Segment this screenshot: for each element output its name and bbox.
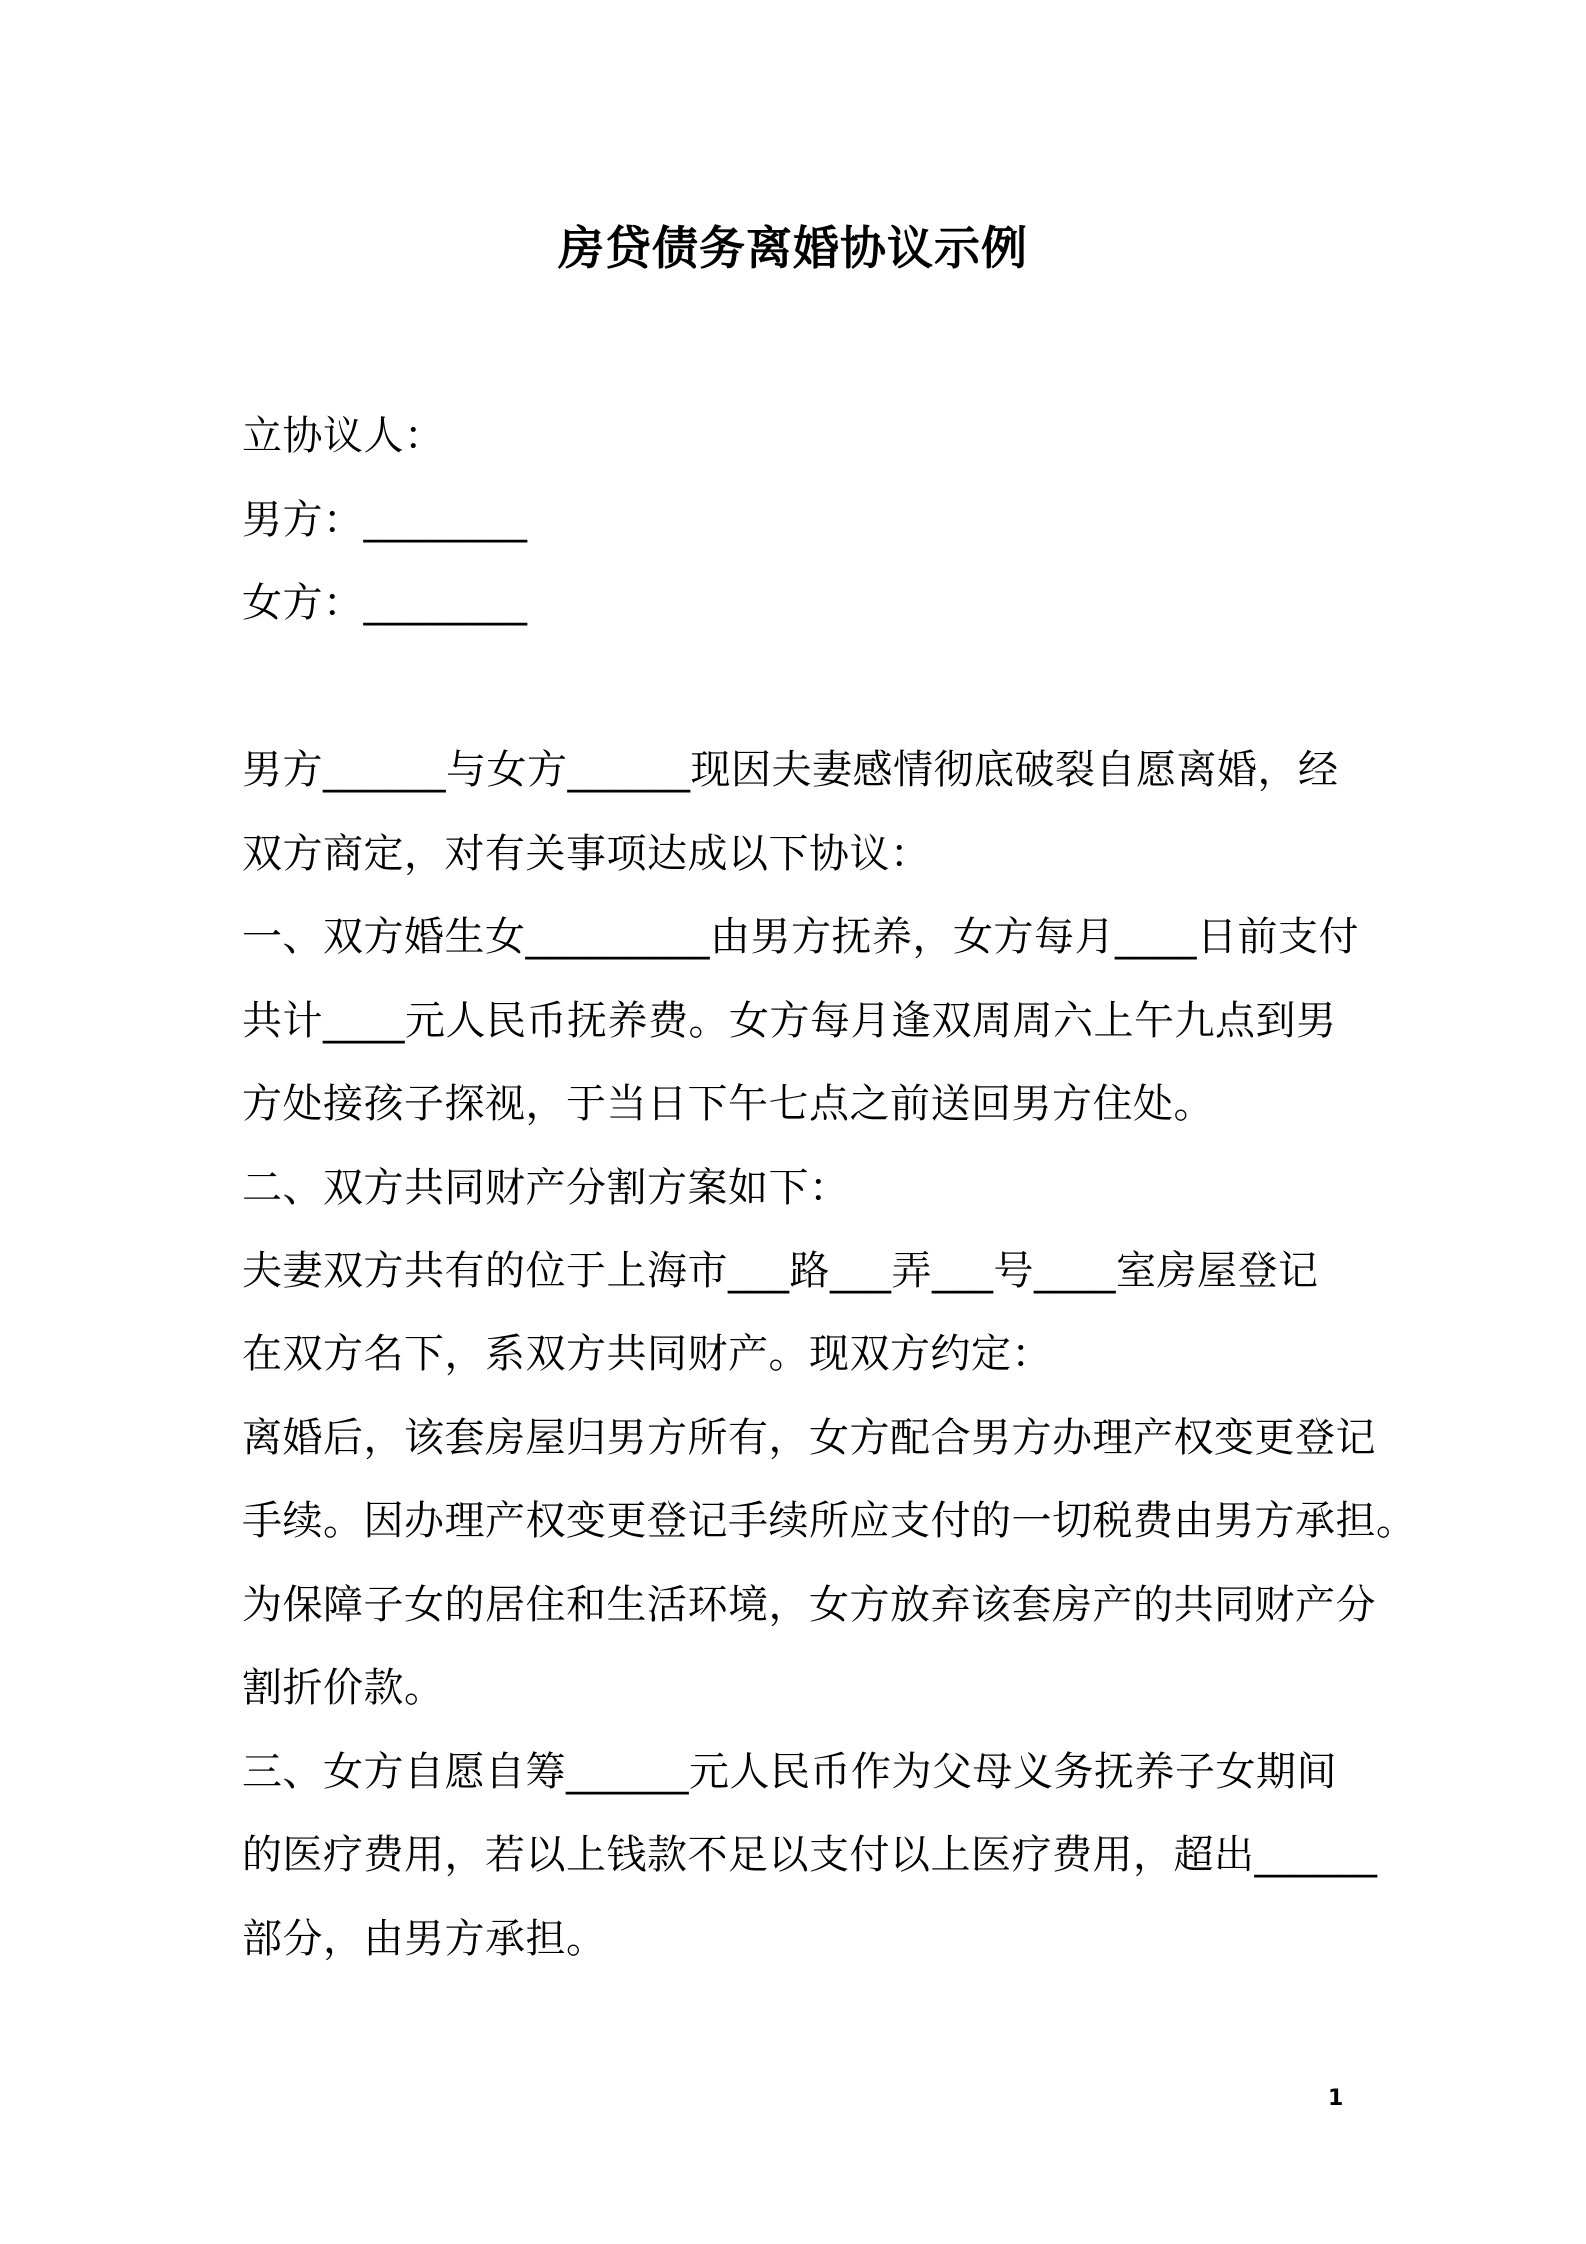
- paragraph-line: 在双方名下，系双方共同财产。现双方约定：: [242, 1331, 1052, 1377]
- male-party-line: 男方：________: [242, 497, 528, 543]
- female-party-line: 女方：________: [242, 580, 528, 626]
- paragraph-line: 手续。因办理产权变更登记手续所应支付的一切税费由男方承担。: [242, 1498, 1417, 1544]
- paragraph-line: 离婚后，该套房屋归男方所有，女方配合男方办理产权变更登记: [242, 1415, 1376, 1461]
- paragraph-line: 的医疗费用，若以上钱款不足以支付以上医疗费用，超出______: [242, 1832, 1378, 1878]
- page-number: 1: [1328, 2086, 1344, 2111]
- paragraph-line: 三、女方自愿自筹______元人民币作为父母义务抚养子女期间: [242, 1749, 1337, 1795]
- document-title: 房贷债务离婚协议示例: [558, 221, 1028, 275]
- paragraph-line: 双方商定，对有关事项达成以下协议：: [242, 831, 931, 877]
- paragraph-line: 男方______与女方______现因夫妻感情彻底破裂自愿离婚，经: [242, 747, 1339, 793]
- paragraph-line: 共计____元人民币抚养费。女方每月逢双周周六上午九点到男: [242, 998, 1337, 1044]
- signatories-heading: 立协议人：: [242, 413, 445, 459]
- paragraph-line: 一、双方婚生女_________由男方抚养，女方每月____日前支付: [242, 914, 1359, 960]
- paragraph-line: 夫妻双方共有的位于上海市___路___弄___号____室房屋登记: [242, 1248, 1319, 1294]
- paragraph-line: 方处接孩子探视，于当日下午七点之前送回男方住处。: [242, 1081, 1214, 1127]
- paragraph-line: 为保障子女的居住和生活环境，女方放弃该套房产的共同财产分: [242, 1582, 1376, 1628]
- paragraph-line: 二、双方共同财产分割方案如下：: [242, 1165, 850, 1211]
- paragraph-line: 部分，由男方承担。: [242, 1916, 607, 1962]
- paragraph-line: 割折价款。: [242, 1665, 445, 1711]
